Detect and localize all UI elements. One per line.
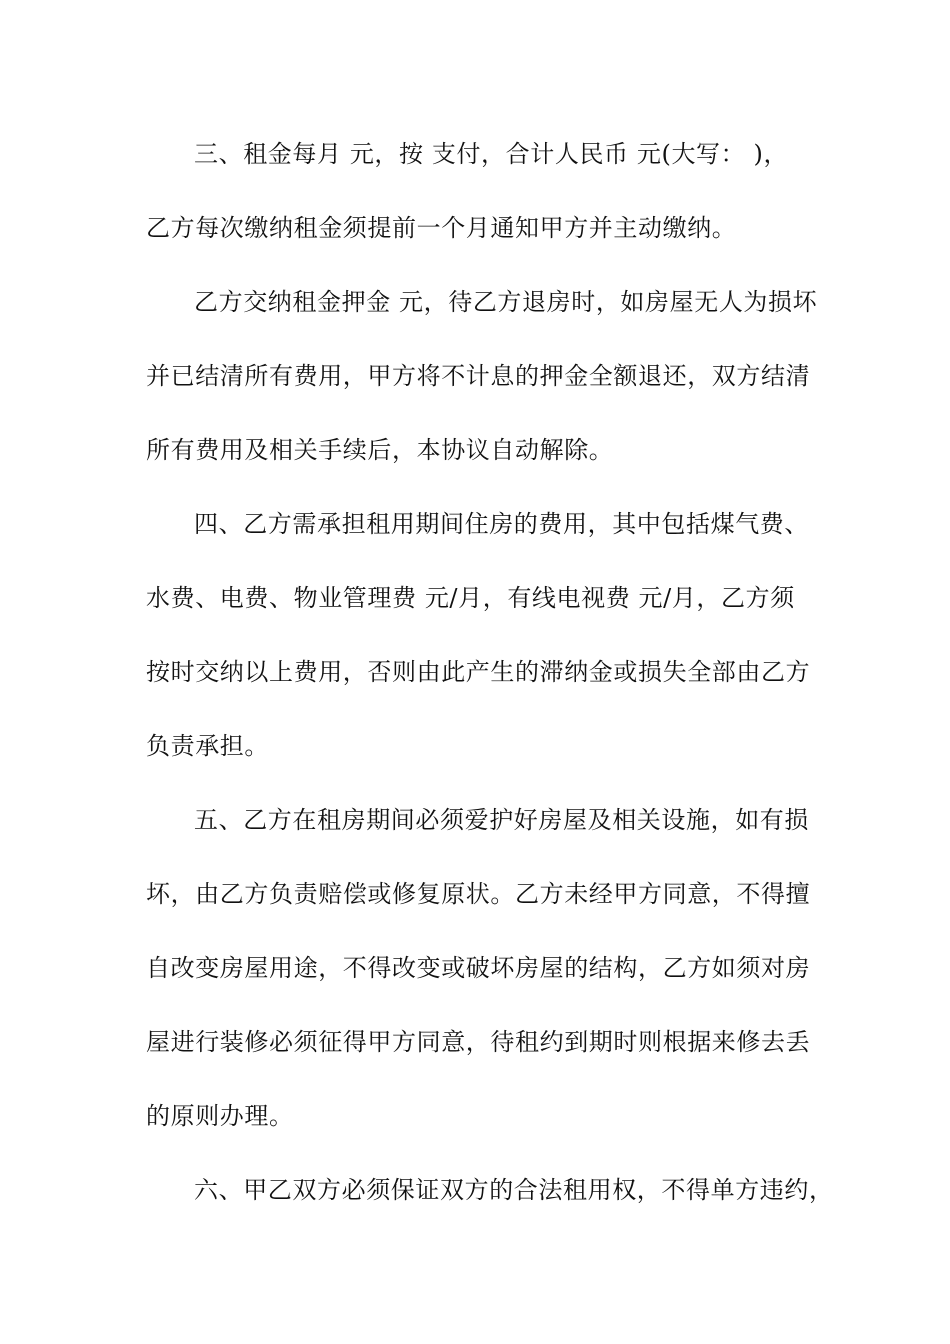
paragraph-3-line-1: 三、租金每月 元，按 支付，合计人民币 元(大写： )， <box>194 140 789 168</box>
paragraph-5-line-3: 自改变房屋用途，不得改变或破坏房屋的结构，乙方如须对房 <box>146 954 811 982</box>
paragraph-5-line-5: 的原则办理。 <box>146 1102 294 1130</box>
paragraph-5-line-4: 屋进行装修必须征得甲方同意，待租约到期时则根据来修去丢 <box>146 1028 811 1056</box>
paragraph-4-line-4: 负责承担。 <box>146 732 269 760</box>
paragraph-deposit-line-3: 所有费用及相关手续后，本协议自动解除。 <box>146 436 614 464</box>
paragraph-5-line-2: 坏，由乙方负责赔偿或修复原状。乙方未经甲方同意，不得擅 <box>146 880 811 908</box>
paragraph-4-line-2: 水费、电费、物业管理费 元/月，有线电视费 元/月，乙方须 <box>146 584 795 612</box>
paragraph-deposit-line-2: 并已结清所有费用，甲方将不计息的押金全额退还，双方结清 <box>146 362 811 390</box>
paragraph-4-line-1: 四、乙方需承担租用期间住房的费用，其中包括煤气费、 <box>194 510 809 538</box>
paragraph-3-line-2: 乙方每次缴纳租金须提前一个月通知甲方并主动缴纳。 <box>146 214 737 242</box>
paragraph-deposit-line-1: 乙方交纳租金押金 元，待乙方退房时，如房屋无人为损坏 <box>194 288 818 316</box>
paragraph-5-line-1: 五、乙方在租房期间必须爱护好房屋及相关设施，如有损 <box>194 806 809 834</box>
paragraph-4-line-3: 按时交纳以上费用，否则由此产生的滞纳金或损失全部由乙方 <box>146 658 811 686</box>
paragraph-6-line-1: 六、甲乙双方必须保证双方的合法租用权，不得单方违约， <box>194 1176 834 1204</box>
